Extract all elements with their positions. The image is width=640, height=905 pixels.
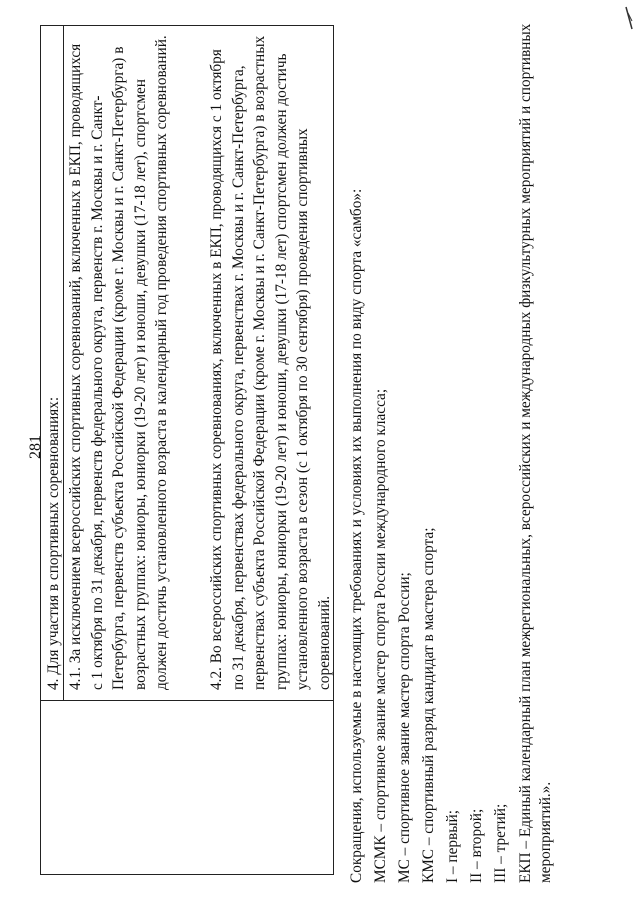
table-left-column <box>41 700 333 874</box>
paragraph-4-1-text: 4.1. За исключением всероссийских спортивных соревнований, включенных в ЕКП, проводящихся с 1 октября по 31 декабря, первенств федерального округа, первенств г. Москвы и г. Санкт-Петербурга, первенств субъекта Российской Федерации (кроме г. Москвы и г. Санкт-Петербурга) в возрастных группах: юниоры, юниорки (19-20 лет) и юноши, девушки (17-18 лет), спортсмен должен достичь установленного возраста в календарный год проведения спортивных соревнований. <box>67 35 171 690</box>
paragraph-4-1 <box>65 34 173 690</box>
abbreviation-item: МСМК – спортивное звание мастер спорта России международного класса; <box>372 388 389 883</box>
abbreviation-item: КМС – спортивный разряд кандидат в мастера спорта; <box>420 527 437 883</box>
abbreviation-item: ЕКП – Единый календарный план межрегиональных, всероссийских и международных физкультурных мероприятий и спортивных мероприятий.». <box>517 23 554 883</box>
scan-edge-mark <box>624 5 634 31</box>
page-number: 281 <box>27 435 44 459</box>
requirements-table <box>40 25 334 875</box>
table-row-divider <box>63 26 64 700</box>
table-right-column <box>41 26 333 700</box>
abbreviations-section <box>345 23 556 883</box>
abbreviation-item: III – третий; <box>492 803 509 883</box>
paragraph-4-2-text: 4.2. Во всероссийских спортивных соревнованиях, включенных в ЕКП, проводящихся с 1 октября по 31 декабря, первенствах федерального округа, первенствах г. Москвы и г. Санкт-Петербурга, первенствах субъекта Российской Федерации (кроме г. Москвы и г. Санкт-Петербурга) в возрастных группах: юниоры, юниорки (19-20 лет) и юноши, девушки (17-18 лет) спортсмен должен достичь установленного возраста в сезон (с 1 октября по 30 сентября) проведения спортивных соревнований. <box>208 35 333 690</box>
abbreviation-item: II – второй; <box>468 808 485 883</box>
abbreviation-item: I – первый; <box>444 810 461 883</box>
paragraph-4-2 <box>206 34 336 690</box>
abbreviations-intro: Сокращения, используемые в настоящих требованиях и условиях их выполнения по виду спорта «самбо»: <box>348 188 365 883</box>
table-section-header: 4. Для участия в спортивных соревнованиях: <box>45 396 62 690</box>
abbreviation-item: МС – спортивное звание мастер спорта России; <box>396 572 413 883</box>
